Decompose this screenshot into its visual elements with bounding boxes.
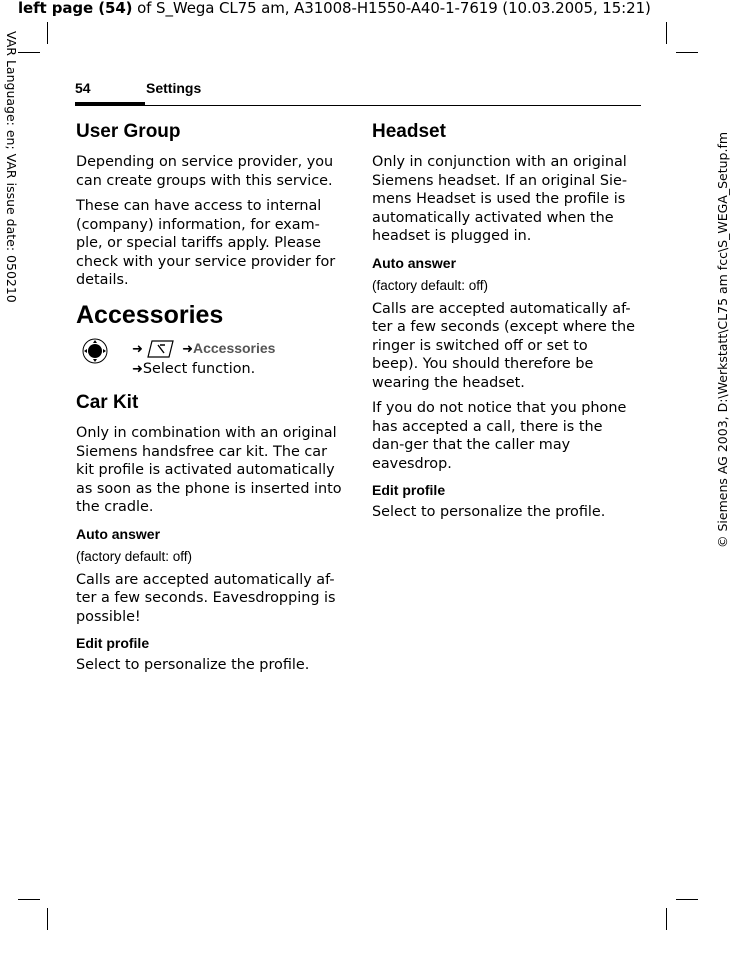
headset-paragraph: Only in conjunction with an original Siemens headset. If an original Sie-mens Headset is used the profile is automatically activated when the headset is plugged in. bbox=[372, 154, 628, 244]
header-rule bbox=[144, 105, 641, 106]
crop-mark bbox=[47, 908, 48, 930]
auto-answer-default: (factory default: off) bbox=[76, 548, 193, 564]
headset-heading: Headset bbox=[372, 121, 446, 142]
user-group-paragraph: Depending on service provider, you can create groups with this service. bbox=[76, 154, 334, 189]
crop-mark bbox=[18, 899, 40, 900]
side-note-left: VAR Language: en; VAR issue date: 050210 bbox=[4, 31, 19, 303]
auto-answer-paragraph: If you do not notice that you phone has accepted a call, there is the dan-ger that the caller may eavesdrop. bbox=[372, 400, 627, 472]
auto-answer-default: (factory default: off) bbox=[372, 277, 489, 293]
header-bold: left page (54) bbox=[18, 0, 133, 17]
crop-mark bbox=[47, 22, 48, 44]
right-column bbox=[372, 118, 638, 529]
accessories-heading: Accessories bbox=[76, 300, 224, 329]
crop-mark bbox=[666, 22, 667, 44]
car-kit-paragraph: Only in combination with an original Siemens handsfree car kit. The car kit profile is activated automatically as soon as the phone is inserted into the cradle. bbox=[76, 425, 342, 515]
page-header bbox=[18, 0, 651, 17]
crop-mark bbox=[18, 52, 40, 53]
car-kit-heading: Car Kit bbox=[76, 392, 139, 413]
crop-mark bbox=[676, 52, 698, 53]
edit-profile-heading: Edit profile bbox=[76, 635, 150, 651]
joystick-icon bbox=[82, 338, 108, 364]
header-rest: of S_Wega CL75 am, A31008-H1550-A40-1-7619 (10.03.2005, 15:21) bbox=[132, 0, 651, 17]
left-column bbox=[76, 118, 342, 682]
select-function-text: Select function. bbox=[142, 360, 256, 377]
auto-answer-heading: Auto answer bbox=[76, 525, 161, 542]
user-group-paragraph: These can have access to internal (company) information, for exam-ple, or special tariffs apply. Please check with your service provider for details. bbox=[76, 198, 336, 288]
crop-mark bbox=[676, 899, 698, 900]
edit-profile-paragraph: Select to personalize the profile. bbox=[76, 657, 310, 673]
user-group-heading: User Group bbox=[76, 121, 181, 142]
arrow-icon: ➜ bbox=[132, 361, 143, 377]
settings-menu-icon bbox=[147, 338, 177, 360]
auto-answer-paragraph: Calls are accepted automatically af-ter a few seconds (except where the ringer is switched off or set to beep). You should therefore be wearing the headset. bbox=[372, 300, 636, 391]
edit-profile-paragraph: Select to personalize the profile. bbox=[372, 504, 606, 520]
auto-answer-paragraph: Calls are accepted automatically af-ter a few seconds. Eavesdropping is possible! bbox=[76, 571, 336, 625]
header-rule-thick bbox=[75, 102, 145, 106]
edit-profile-heading: Edit profile bbox=[372, 482, 446, 498]
auto-answer-heading: Auto answer bbox=[372, 254, 457, 271]
accessories-menu-label: Accessories bbox=[192, 339, 276, 356]
menu-path bbox=[76, 338, 342, 380]
page-number: 54 bbox=[75, 80, 91, 96]
side-note-right: © Siemens AG 2003, D:\Werkstatt\CL75 am fcc\S_WEGA_Setup.fm bbox=[715, 131, 730, 548]
arrow-icon: ➜ bbox=[132, 341, 143, 357]
crop-mark bbox=[666, 908, 667, 930]
arrow-icon: ➜ bbox=[182, 341, 193, 357]
page-title: Settings bbox=[146, 80, 202, 96]
